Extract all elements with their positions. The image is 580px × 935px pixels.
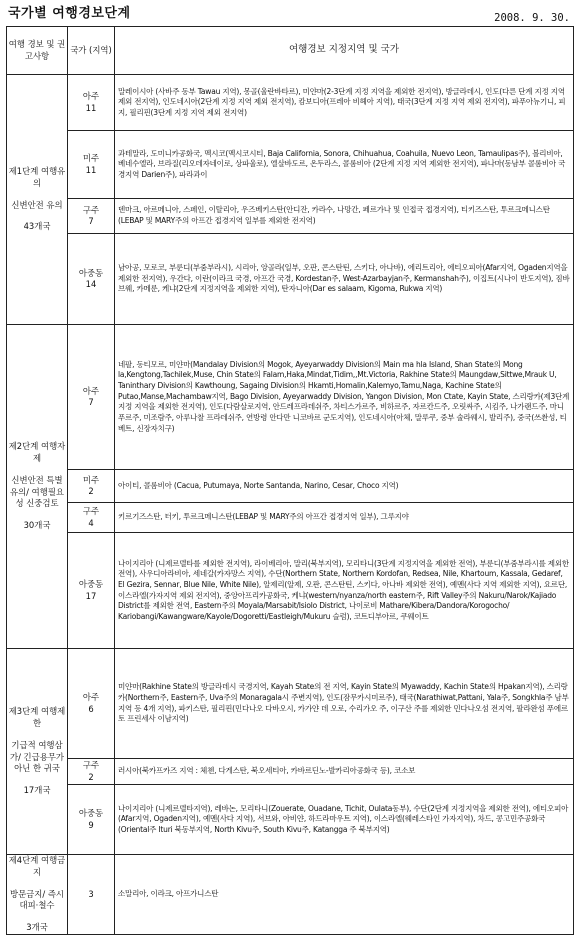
designated-countries-cell: 덴마크, 아르메니아, 스페인, 이탈리아, 우즈베키스탄(안디잔, 카라수, 나망간, 페르가나 및 인접국 접경지역), 티키즈스탄, 투르크메니스탄(LEBAP 및 MARY주의 아프간 접경지역 일부를 제외한 전지역) bbox=[115, 199, 574, 234]
designated-countries-cell: 남아공, 모로코, 부룬디(부줌부라시), 시리아, 앙골라(일부, 오판, 콘스탄틴, 스키다, 아나바), 에리트리아, 에티오피아(Afar지역, Ogaden지역을 제외한 전지역), 우간다, 이란(이라크 국경, 아프간 국경, Kordestan주, West-Azarbayjan주, Kermanshah주), 이집트(시나이 반도지역), 짐바브웨, 카메룬, 케냐(2단계 지정지역을 제외한 지역), 탄자니아(Dar es salaam, Kigoma, Rukwa 지역) bbox=[115, 234, 574, 325]
table-row bbox=[7, 785, 574, 855]
alert-level-cell bbox=[7, 75, 68, 325]
table-row bbox=[7, 759, 574, 785]
alert-level-country-count: 3개국 bbox=[26, 922, 48, 933]
region-name: 구주 bbox=[82, 204, 100, 215]
region-cell bbox=[68, 503, 115, 533]
region-cell bbox=[68, 533, 115, 649]
header-countries: 여행경보 지정지역 및 국가 bbox=[115, 27, 574, 75]
header-row bbox=[7, 27, 574, 75]
table-row bbox=[7, 75, 574, 131]
region-country-count: 2 bbox=[88, 486, 94, 496]
region-name: 아중동 bbox=[78, 267, 104, 278]
alert-level-name: 제4단계 여행금지 bbox=[8, 855, 66, 877]
table-row bbox=[7, 503, 574, 533]
region-country-count: 17 bbox=[85, 590, 97, 601]
region-country-count: 4 bbox=[88, 517, 94, 528]
alert-level-country-count: 43개국 bbox=[23, 221, 51, 232]
table-row bbox=[7, 131, 574, 199]
region-country-count: 11 bbox=[85, 102, 97, 113]
table-row bbox=[7, 649, 574, 759]
region-country-count: 2 bbox=[88, 771, 94, 782]
alert-level-name: 제1단계 여행유의 bbox=[8, 165, 66, 188]
designated-countries-cell: 미얀마(Rakhine State의 방글라데시 국경지역, Kayah State의 전 지역, Kayin State의 Myawaddy, Kachin State의 Hpakan지역), 스리랑카(Northern주, Eastern주, Uva주의 Monaragala시 주변지역), 인도(잠무카시미르주), 태국(Narathiwat,Pattani, Yala주, Songkhla주 남부지역 등 4개 지역), 파키스탄, 필리핀(민다나오 다바오시, 카가얀 데 오로, 수리가오 주, 이구산 주를 제외한 민다나오섬 전지역, 팔라완섬 푸에르토 프린세사 이남지역) bbox=[115, 649, 574, 759]
region-cell bbox=[68, 470, 115, 503]
designated-countries-cell: 과테말라, 도미니카공화국, 멕시코(멕시코시티, Baja California, Sonora, Chihuahua, Coahuila, Nuevo Leon, Tamaulipas주), 볼리비아, 베네수엘라, 브라질(리오데자네이로, 상파울로), 엘살바도르, 온두라스, 콜롬비아 (2단계 지정 지역 제외한 전지역), 파나마(동남부 콜롬비아 국경지역 Darien주), 파라과이 bbox=[115, 131, 574, 199]
table-row bbox=[7, 533, 574, 649]
designated-countries-cell: 네팔, 동티모르, 미얀마(Mandalay Division의 Mogok, Ayeyarwaddy Division의 Main ma hla Island, Shan State의 Mong la,Kengtong,Tachilek,Muse, Chin State의 Falam,Haka,Mindat,Tidim,,Mt.Victoria, Rakhine State의 Maungdaw,Sittwe,Mrauk U, Taninthary Division의 Kawthoung, Sagaing Division의 Hkamti,Homalin,Kalemyo,Tamu,Naga, Kachine State의 Putao,Manse,Machambaw지역, Bago Division, Ayeyarwaddy Division, Yangon Division, Mon Ctate, Kayin State, 스리랑카(제3단계 지정 지역을 제외한 전지역), 인도(다람살로지역, 안드레프라데쉬주, 차티스가르주, 비하르주, 자르칸드주, 오릿싸주, 시킴주, 나가랜드주, 마니푸르주, 미조람주, 아루나찰 프라데쉬주, 연방령 안다만 니코바르 군도지역), 인도네시아(아체, 말루쿠, 중부 술라웨시, 발리주), 중국(쓰촨성, 티베트, 신장자치구) bbox=[115, 325, 574, 470]
region-country-count: 3 bbox=[88, 888, 94, 899]
header-level: 여행 경보 및 권고사항 bbox=[7, 27, 68, 75]
alert-level-country-count: 30개국 bbox=[23, 520, 51, 531]
alert-level-advice: 신변안전 유의 bbox=[11, 199, 63, 210]
header-region: 국가 (지역) bbox=[68, 27, 115, 75]
region-cell bbox=[68, 649, 115, 759]
alert-level-name: 제2단계 여행자제 bbox=[8, 441, 66, 463]
designated-countries-cell: 나이지리아 (니제르델타를 제외한 전지역), 라이베리아, 말리(북부지역), 모리타니(3단계 지정지역을 제외한 전역), 부룬디(부줌부라시를 제외한 전역), 사우디아라비아, 세네갈(카자망스 지역), 수단(Northern State, Northern Kordofan, Redsea, Nile, Khartoum, Kassala, Gedaref, El Gezira, Sennar, Blue Nile, White Nile), 알제리(알제, 오판, 콘스탄틴, 스키다, 아나바 제외한 전역), 예멘(사다 지역 제외한 지역), 요르단, 이스라엘(가자지역 제외 전지역), 중앙아프리카공화국, 케냐(western/nyanza/north eastern주, Rift Valley주의 Nakuru/Narok/Kajiado District를 제외한 전역, Eastern주의 Moyala/Marsabit/Isiolo District, 나이로비 Mathare/Kibera/Dandora/Korogocho/ Kariobangi/Kawangware/Kayole/Dogoretti/Eastleigh/Mukuru 슬럼), 코트디부아르, 쿠웨이트 bbox=[115, 533, 574, 649]
region-cell bbox=[68, 785, 115, 855]
region-cell bbox=[68, 759, 115, 785]
alert-level-country-count: 17개국 bbox=[23, 785, 51, 796]
region-cell bbox=[68, 131, 115, 199]
region-cell bbox=[68, 855, 115, 935]
table-row bbox=[7, 234, 574, 325]
region-country-count: 6 bbox=[88, 703, 94, 714]
page-title: 국가별 여행경보단계 bbox=[8, 6, 131, 21]
designated-countries-cell: 나이지리아 (니제르델타지역), 레바논, 모리타니(Zouerate, Ouadane, Tichit, Oulata동부), 수단(2단계 지정지역을 제외한 전역), 에티오피아(Afar지역, Ogaden지역), 예멘(사다 지역), 서브와, 아비얀, 하드라마우트 지역), 이스라엘(웨레스타인 가자지역), 차드, 콩고민주공화국(Oriental주 Ituri 북동부지역, North Kivu주, South Kivu주, Katangga 주 북부지역) bbox=[115, 785, 574, 855]
region-country-count: 14 bbox=[85, 279, 97, 289]
designated-countries-cell: 러시아(북카프카즈 지역 : 체첸, 다게스탄, 북오세티아, 카바르딘노-발카리아공화국 등), 코소보 bbox=[115, 759, 574, 785]
table-body bbox=[7, 75, 574, 935]
alert-level-name: 제3단계 여행제한 bbox=[8, 706, 66, 728]
region-country-count: 11 bbox=[85, 164, 97, 175]
region-name: 미주 bbox=[82, 474, 100, 485]
alert-level-cell bbox=[7, 325, 68, 649]
region-name: 아주 bbox=[82, 692, 100, 703]
region-cell bbox=[68, 199, 115, 234]
region-cell bbox=[68, 325, 115, 470]
region-country-count: 7 bbox=[88, 216, 94, 226]
region-name: 구주 bbox=[82, 506, 100, 517]
region-country-count: 9 bbox=[88, 819, 94, 830]
alert-level-advice: 방문금지/ 즉시 대피·철수 bbox=[9, 888, 65, 911]
table-row bbox=[7, 325, 574, 470]
region-name: 구주 bbox=[82, 760, 100, 771]
table-row bbox=[7, 199, 574, 234]
document-date: 2008. 9. 30. bbox=[494, 12, 570, 24]
region-cell bbox=[68, 75, 115, 131]
alert-level-advice: 기급적 여행삼가/ 긴급용무가 아닌 한 귀국 bbox=[9, 739, 65, 774]
region-name: 아중동 bbox=[78, 808, 104, 819]
region-name: 아주 bbox=[82, 91, 100, 102]
designated-countries-cell: 키르기즈스탄, 터키, 투르크메니스탄(LEBAP 및 MARY주의 아프간 접경지역 일부), 그루지야 bbox=[115, 503, 574, 533]
region-name: 아주 bbox=[82, 385, 100, 396]
region-country-count: 7 bbox=[88, 397, 94, 407]
region-name: 아중동 bbox=[78, 579, 104, 590]
region-name: 미주 bbox=[82, 153, 100, 164]
travel-alert-table bbox=[6, 26, 574, 935]
table-row bbox=[7, 855, 574, 935]
alert-level-cell bbox=[7, 855, 68, 935]
alert-level-cell bbox=[7, 649, 68, 855]
designated-countries-cell: 아이티, 콜롬비아 (Cacua, Putumaya, Norte Santanda, Narino, Cesar, Choco 지역) bbox=[115, 470, 574, 503]
alert-level-advice: 신변안전 특별 유의/ 여행필요성 신중검토 bbox=[9, 474, 65, 509]
designated-countries-cell: 말레이시아 (사바주 동부 Tawau 지역), 몽골(울란바타르), 미얀마(2-3단계 지정 지역을 제외한 전지역), 방글라데시, 인도(다른 단계 지정 지역 제외 전지역), 인도네시아(2단계 지정 지역 제외 전지역), 캄보디아(프레아 비헤아 지역), 태국(3단계 지정 지역 제외 전지역), 파푸아뉴기니, 피지, 필리핀(3단계 지정 지역 제외 전지역) bbox=[115, 75, 574, 131]
table-row bbox=[7, 470, 574, 503]
designated-countries-cell: 소말리아, 이라크, 아프가니스탄 bbox=[115, 855, 574, 935]
region-cell bbox=[68, 234, 115, 325]
